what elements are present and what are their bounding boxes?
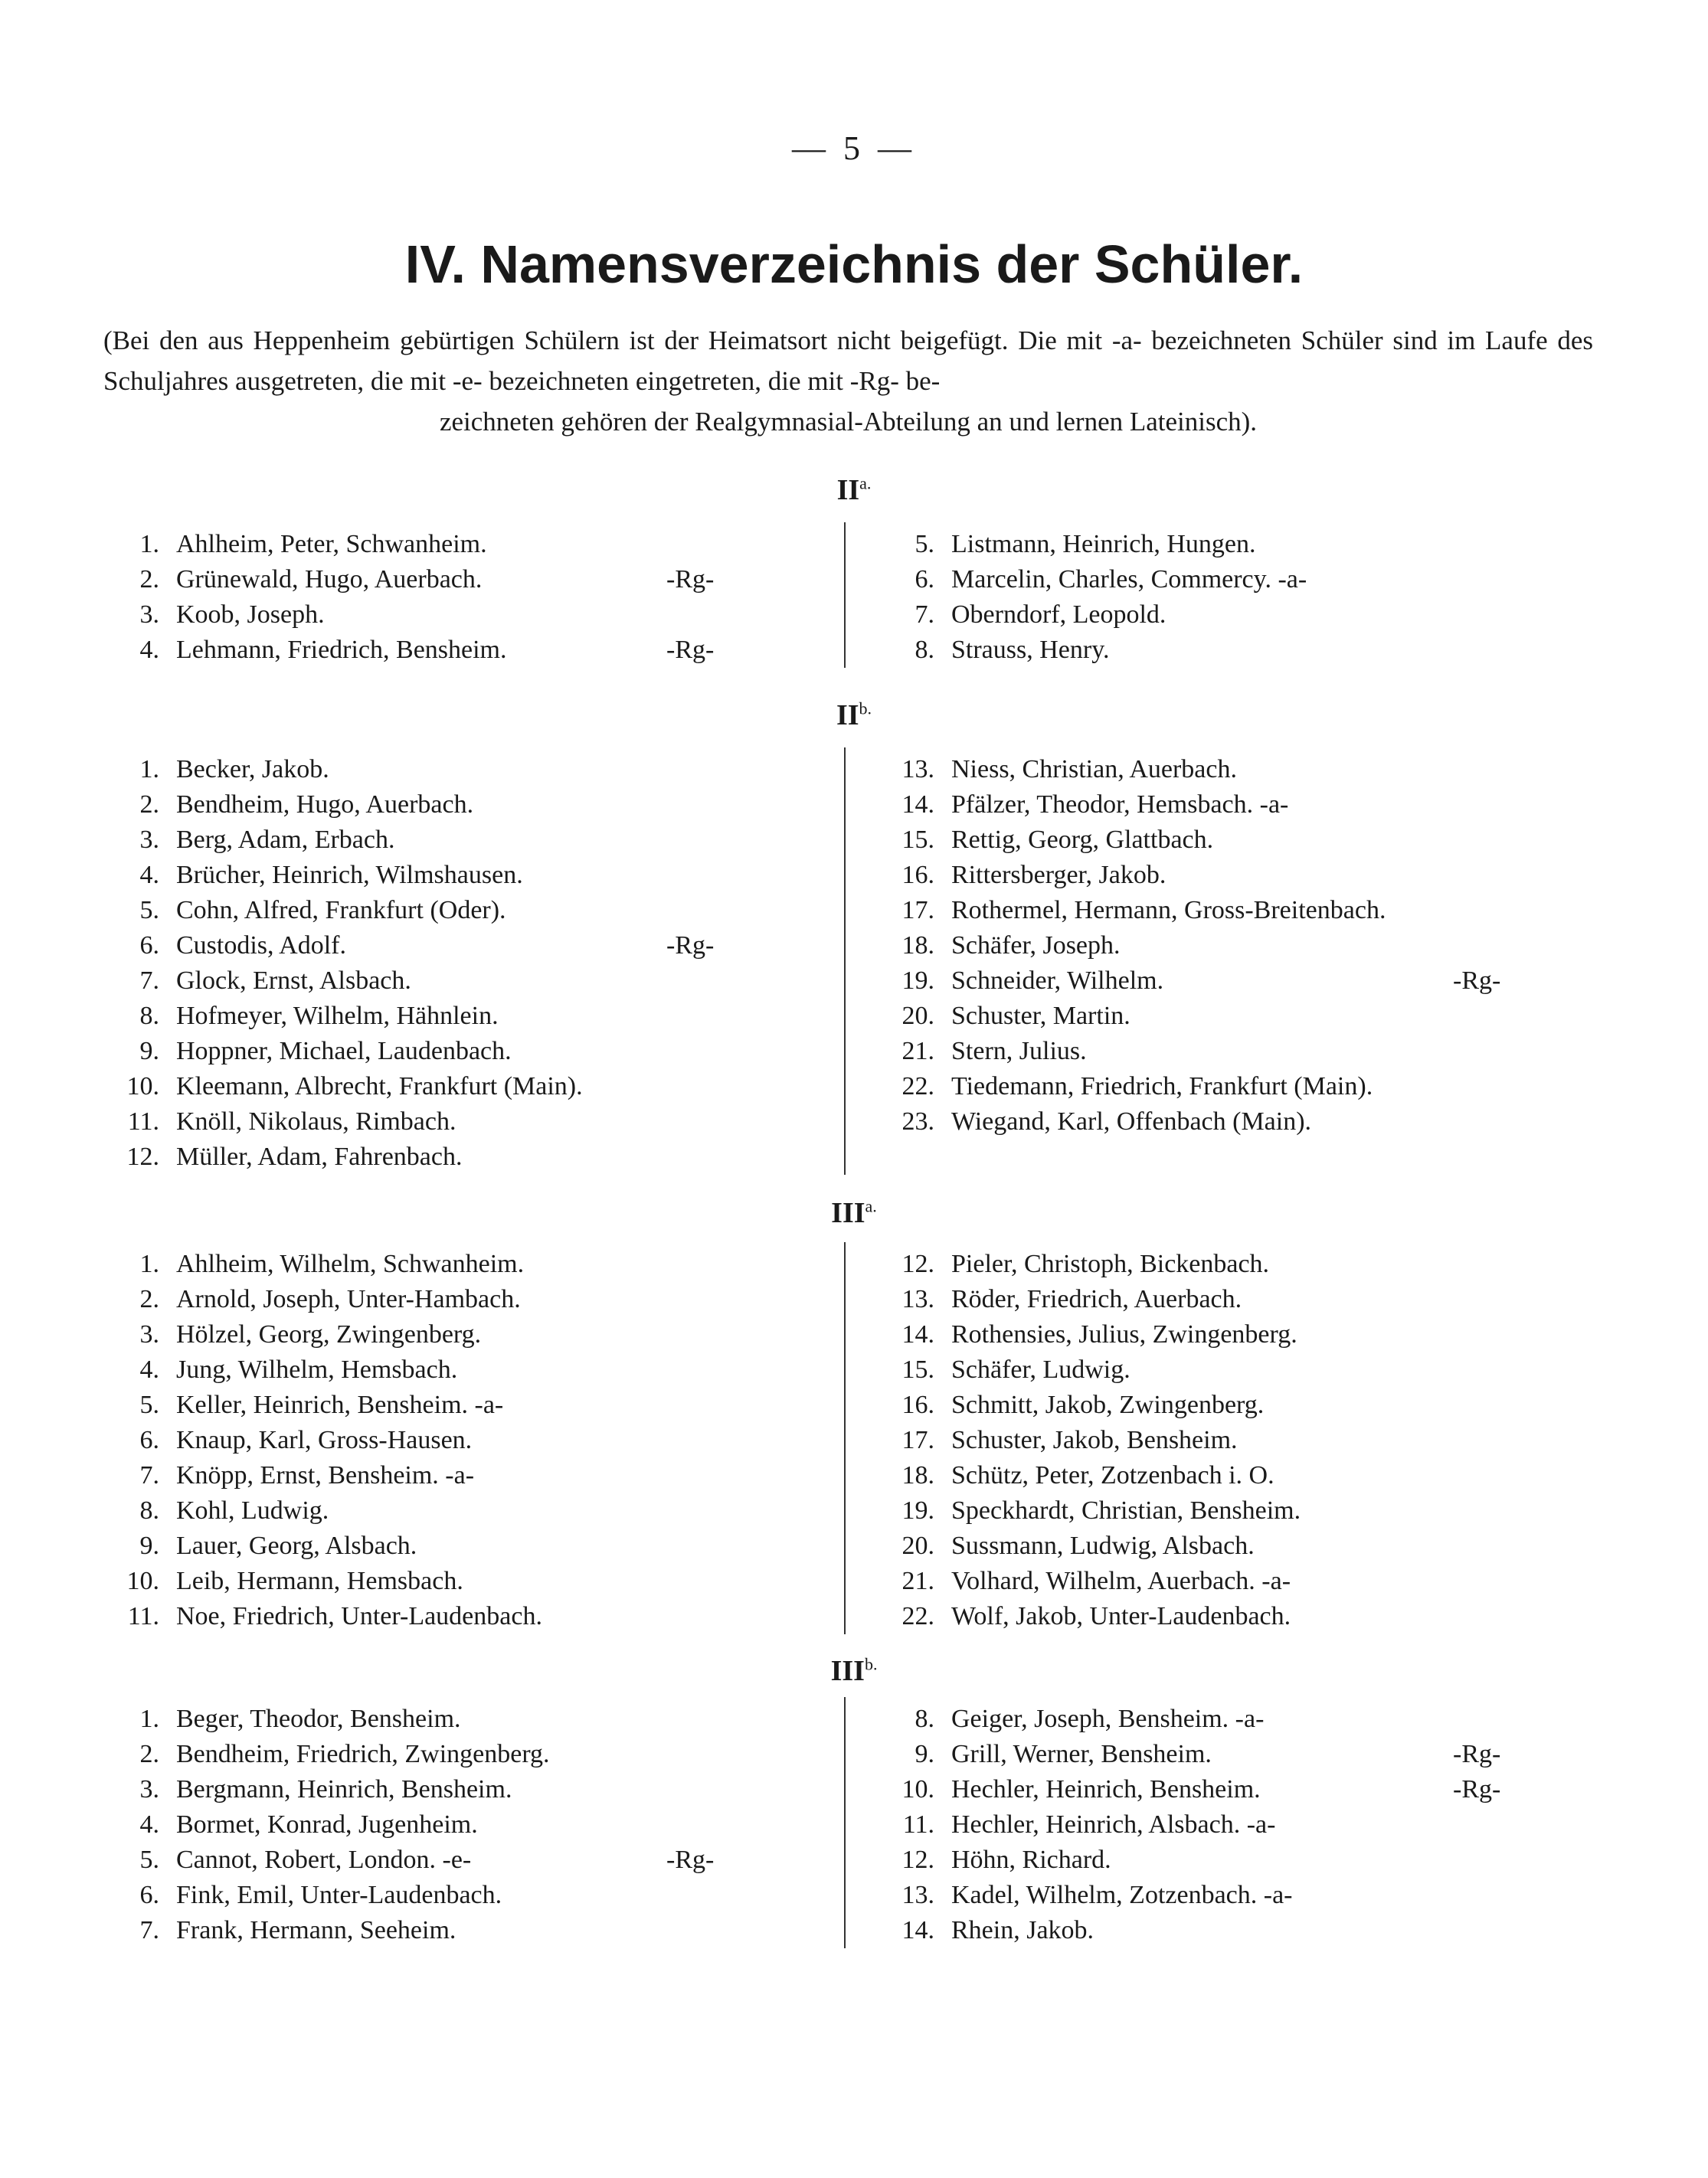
entry-name: Pieler, Christoph, Bickenbach. bbox=[951, 1250, 1270, 1278]
entry-number: 8. bbox=[139, 1002, 159, 1030]
student-entry bbox=[890, 1807, 1595, 1843]
student-entry bbox=[115, 1104, 835, 1140]
entry-name: Cohn, Alfred, Frankfurt (Oder). bbox=[176, 896, 506, 924]
student-entry bbox=[115, 1843, 835, 1878]
entry-name: Cannot, Robert, London. -e- bbox=[176, 1846, 472, 1874]
entry-number: 8. bbox=[139, 1496, 159, 1525]
entry-number: 4. bbox=[139, 636, 159, 664]
entry-name: Tiedemann, Friedrich, Frankfurt (Main). bbox=[951, 1072, 1373, 1100]
student-entry bbox=[115, 1069, 835, 1104]
entry-name: Koob, Joseph. bbox=[176, 600, 325, 629]
entry-name: Marcelin, Charles, Commercy. -a- bbox=[951, 565, 1307, 594]
entry-number: 2. bbox=[139, 790, 159, 819]
entry-number: 9. bbox=[139, 1532, 159, 1560]
entry-mark: -Rg- bbox=[666, 636, 715, 664]
entry-name: Keller, Heinrich, Bensheim. -a- bbox=[176, 1391, 504, 1419]
student-entry bbox=[115, 1564, 835, 1599]
entry-name: Schäfer, Ludwig. bbox=[951, 1356, 1130, 1384]
entry-number: 12. bbox=[901, 1250, 934, 1278]
entry-name: Schäfer, Joseph. bbox=[951, 931, 1121, 960]
student-entry bbox=[115, 1317, 835, 1352]
entry-mark: -Rg- bbox=[666, 1846, 715, 1874]
entry-number: 18. bbox=[901, 931, 934, 960]
entry-name: Berg, Adam, Erbach. bbox=[176, 826, 395, 854]
entry-number: 21. bbox=[901, 1567, 934, 1595]
entry-number: 5. bbox=[139, 896, 159, 924]
entry-number: 21. bbox=[901, 1037, 934, 1065]
entry-number: 11. bbox=[902, 1810, 934, 1839]
student-entry bbox=[890, 787, 1595, 822]
left-column bbox=[115, 527, 835, 668]
student-entry bbox=[890, 1843, 1595, 1878]
entry-name: Listmann, Heinrich, Hungen. bbox=[951, 530, 1256, 558]
page-number: — 5 — bbox=[792, 129, 916, 167]
right-column bbox=[890, 1247, 1595, 1634]
entry-number: 12. bbox=[901, 1846, 934, 1874]
student-entry bbox=[115, 1913, 835, 1948]
student-entry bbox=[115, 1878, 835, 1913]
entry-name: Arnold, Joseph, Unter-Hambach. bbox=[176, 1285, 521, 1313]
student-entry bbox=[115, 1529, 835, 1564]
student-entry bbox=[115, 1599, 835, 1634]
entry-name: Bormet, Konrad, Jugenheim. bbox=[176, 1810, 478, 1839]
entry-number: 9. bbox=[915, 1740, 934, 1768]
right-column bbox=[890, 752, 1595, 1140]
entry-name: Lehmann, Friedrich, Bensheim. bbox=[176, 636, 507, 664]
student-entry bbox=[115, 1247, 835, 1282]
student-entry bbox=[115, 1423, 835, 1458]
entry-name: Grill, Werner, Bensheim. bbox=[951, 1740, 1212, 1768]
student-entry bbox=[890, 858, 1595, 893]
entry-name: Glock, Ernst, Alsbach. bbox=[176, 966, 411, 995]
entry-number: 3. bbox=[139, 1320, 159, 1349]
entry-number: 2. bbox=[139, 565, 159, 594]
student-entry bbox=[890, 999, 1595, 1034]
class-label-suffix: a. bbox=[865, 1196, 877, 1216]
entry-name: Kohl, Ludwig. bbox=[176, 1496, 329, 1525]
entry-name: Müller, Adam, Fahrenbach. bbox=[176, 1143, 463, 1171]
entry-number: 11. bbox=[127, 1602, 159, 1630]
left-column bbox=[115, 1247, 835, 1634]
entry-number: 3. bbox=[139, 600, 159, 629]
entry-number: 22. bbox=[901, 1072, 934, 1100]
entry-name: Geiger, Joseph, Bensheim. -a- bbox=[951, 1705, 1265, 1733]
entry-number: 6. bbox=[915, 565, 934, 594]
student-entry bbox=[115, 1034, 835, 1069]
entry-name: Wiegand, Karl, Offenbach (Main). bbox=[951, 1107, 1312, 1136]
entry-name: Sussmann, Ludwig, Alsbach. bbox=[951, 1532, 1255, 1560]
student-entry bbox=[890, 893, 1595, 928]
entry-name: Jung, Wilhelm, Hemsbach. bbox=[176, 1356, 458, 1384]
student-entry bbox=[115, 963, 835, 999]
class-label-suffix: a. bbox=[859, 473, 872, 493]
class-label bbox=[0, 473, 1708, 507]
entry-name: Knöpp, Ernst, Bensheim. -a- bbox=[176, 1461, 475, 1490]
student-entry bbox=[115, 858, 835, 893]
entry-number: 7. bbox=[139, 1916, 159, 1944]
entry-name: Frank, Hermann, Seeheim. bbox=[176, 1916, 456, 1944]
student-entry bbox=[890, 597, 1595, 633]
entry-name: Kadel, Wilhelm, Zotzenbach. -a- bbox=[951, 1881, 1293, 1909]
entry-name: Custodis, Adolf. bbox=[176, 931, 346, 960]
entry-mark: -Rg- bbox=[666, 565, 715, 594]
entry-number: 10. bbox=[901, 1775, 934, 1804]
class-label-text: III bbox=[831, 1197, 865, 1229]
entry-number: 7. bbox=[139, 966, 159, 995]
entry-number: 15. bbox=[901, 826, 934, 854]
student-entry bbox=[115, 1282, 835, 1317]
student-entry bbox=[890, 1458, 1595, 1493]
student-entry bbox=[115, 822, 835, 858]
student-entry bbox=[890, 1317, 1595, 1352]
entry-name: Schuster, Jakob, Bensheim. bbox=[951, 1426, 1238, 1454]
column-divider bbox=[844, 522, 846, 668]
entry-number: 16. bbox=[901, 861, 934, 889]
entry-name: Pfälzer, Theodor, Hemsbach. -a- bbox=[951, 790, 1289, 819]
student-entry bbox=[890, 1599, 1595, 1634]
student-entry bbox=[890, 1737, 1595, 1772]
entry-name: Hechler, Heinrich, Bensheim. bbox=[951, 1775, 1261, 1804]
entry-name: Schuster, Martin. bbox=[951, 1002, 1130, 1030]
student-entry bbox=[890, 822, 1595, 858]
entry-number: 6. bbox=[139, 931, 159, 960]
entry-number: 1. bbox=[139, 530, 159, 558]
entry-number: 6. bbox=[139, 1426, 159, 1454]
student-entry bbox=[115, 1352, 835, 1388]
entry-number: 1. bbox=[139, 1705, 159, 1733]
entry-name: Höhn, Richard. bbox=[951, 1846, 1111, 1874]
student-entry bbox=[115, 527, 835, 562]
entry-number: 19. bbox=[901, 1496, 934, 1525]
student-entry bbox=[115, 1458, 835, 1493]
student-entry bbox=[115, 1807, 835, 1843]
entry-name: Stern, Julius. bbox=[951, 1037, 1087, 1065]
entry-mark: -Rg- bbox=[1453, 1775, 1501, 1804]
left-column bbox=[115, 1702, 835, 1948]
student-entry bbox=[115, 999, 835, 1034]
entry-number: 5. bbox=[139, 1391, 159, 1419]
student-entry bbox=[890, 1247, 1595, 1282]
student-entry bbox=[890, 633, 1595, 668]
column-divider bbox=[844, 747, 846, 1175]
entry-number: 5. bbox=[139, 1846, 159, 1874]
entry-number: 15. bbox=[901, 1356, 934, 1384]
student-entry bbox=[890, 928, 1595, 963]
entry-number: 4. bbox=[139, 861, 159, 889]
entry-number: 7. bbox=[915, 600, 934, 629]
entry-number: 10. bbox=[126, 1072, 159, 1100]
student-entry bbox=[115, 1140, 835, 1175]
entry-number: 3. bbox=[139, 1775, 159, 1804]
entry-number: 8. bbox=[915, 636, 934, 664]
student-entry bbox=[890, 562, 1595, 597]
entry-number: 6. bbox=[139, 1881, 159, 1909]
student-entry bbox=[890, 963, 1595, 999]
left-column bbox=[115, 752, 835, 1175]
entry-name: Noe, Friedrich, Unter-Laudenbach. bbox=[176, 1602, 542, 1630]
entry-number: 5. bbox=[915, 530, 934, 558]
entry-name: Niess, Christian, Auerbach. bbox=[951, 755, 1237, 783]
student-entry bbox=[890, 1493, 1595, 1529]
student-entry bbox=[890, 1772, 1595, 1807]
entry-number: 13. bbox=[901, 1881, 934, 1909]
entry-mark: -Rg- bbox=[666, 931, 715, 960]
right-column bbox=[890, 1702, 1595, 1948]
entry-name: Knöll, Nikolaus, Rimbach. bbox=[176, 1107, 456, 1136]
entry-number: 23. bbox=[901, 1107, 934, 1136]
student-entry bbox=[890, 1282, 1595, 1317]
student-entry bbox=[890, 1702, 1595, 1737]
entry-name: Schmitt, Jakob, Zwingenberg. bbox=[951, 1391, 1265, 1419]
student-entry bbox=[115, 752, 835, 787]
entry-name: Brücher, Heinrich, Wilmshausen. bbox=[176, 861, 523, 889]
entry-name: Becker, Jakob. bbox=[176, 755, 329, 783]
entry-number: 4. bbox=[139, 1810, 159, 1839]
entry-number: 7. bbox=[139, 1461, 159, 1490]
student-entry bbox=[890, 1104, 1595, 1140]
entry-name: Fink, Emil, Unter-Laudenbach. bbox=[176, 1881, 502, 1909]
entry-number: 2. bbox=[139, 1285, 159, 1313]
entry-name: Bendheim, Friedrich, Zwingenberg. bbox=[176, 1740, 550, 1768]
entry-number: 8. bbox=[915, 1705, 934, 1733]
entry-number: 16. bbox=[901, 1391, 934, 1419]
intro-paragraph bbox=[103, 320, 1593, 442]
student-entry bbox=[115, 928, 835, 963]
class-label-text: III bbox=[830, 1655, 865, 1687]
student-entry bbox=[890, 1913, 1595, 1948]
entry-name: Lauer, Georg, Alsbach. bbox=[176, 1532, 417, 1560]
entry-name: Wolf, Jakob, Unter-Laudenbach. bbox=[951, 1602, 1291, 1630]
student-entry bbox=[115, 597, 835, 633]
entry-number: 9. bbox=[139, 1037, 159, 1065]
entry-name: Ahlheim, Wilhelm, Schwanheim. bbox=[176, 1250, 525, 1278]
entry-number: 4. bbox=[139, 1356, 159, 1384]
entry-name: Hechler, Heinrich, Alsbach. -a- bbox=[951, 1810, 1276, 1839]
column-divider bbox=[844, 1242, 846, 1634]
column-divider bbox=[844, 1697, 846, 1948]
entry-number: 17. bbox=[901, 1426, 934, 1454]
entry-number: 19. bbox=[901, 966, 934, 995]
student-entry bbox=[890, 1069, 1595, 1104]
entry-name: Schneider, Wilhelm. bbox=[951, 966, 1164, 995]
student-entry bbox=[890, 1352, 1595, 1388]
entry-name: Hölzel, Georg, Zwingenberg. bbox=[176, 1320, 482, 1349]
entry-name: Strauss, Henry. bbox=[951, 636, 1110, 664]
entry-number: 22. bbox=[901, 1602, 934, 1630]
entry-mark: -Rg- bbox=[1453, 966, 1501, 995]
entry-mark: -Rg- bbox=[1453, 1740, 1501, 1768]
class-label bbox=[0, 1654, 1708, 1688]
entry-name: Rettig, Georg, Glattbach. bbox=[951, 826, 1214, 854]
student-entry bbox=[115, 1388, 835, 1423]
entry-name: Volhard, Wilhelm, Auerbach. -a- bbox=[951, 1567, 1291, 1595]
intro-line: Schüler sind im Laufe des Schuljahres ausgetreten, die mit -e- bezeichneten eingetreten, die mit -Rg- be- bbox=[103, 325, 1593, 396]
student-entry bbox=[115, 787, 835, 822]
student-entry bbox=[890, 1423, 1595, 1458]
entry-name: Knaup, Karl, Gross-Hausen. bbox=[176, 1426, 473, 1454]
student-entry bbox=[115, 893, 835, 928]
entry-name: Leib, Hermann, Hemsbach. bbox=[176, 1567, 463, 1595]
entry-name: Hofmeyer, Wilhelm, Hähnlein. bbox=[176, 1002, 499, 1030]
entry-name: Grünewald, Hugo, Auerbach. bbox=[176, 565, 483, 594]
student-entry bbox=[115, 1772, 835, 1807]
entry-number: 12. bbox=[126, 1143, 159, 1171]
student-entry bbox=[115, 1493, 835, 1529]
student-entry bbox=[890, 1034, 1595, 1069]
entry-number: 14. bbox=[901, 790, 934, 819]
student-entry bbox=[115, 562, 835, 597]
entry-name: Rhein, Jakob. bbox=[951, 1916, 1094, 1944]
entry-number: 2. bbox=[139, 1740, 159, 1768]
entry-number: 18. bbox=[901, 1461, 934, 1490]
entry-number: 20. bbox=[901, 1532, 934, 1560]
entry-name: Beger, Theodor, Bensheim. bbox=[176, 1705, 461, 1733]
entry-number: 3. bbox=[139, 826, 159, 854]
student-entry bbox=[115, 633, 835, 668]
entry-number: 13. bbox=[901, 1285, 934, 1313]
class-label-text: II bbox=[836, 474, 860, 506]
class-label-suffix: b. bbox=[864, 1654, 878, 1674]
entry-name: Oberndorf, Leopold. bbox=[951, 600, 1166, 629]
class-label-text: II bbox=[836, 699, 859, 731]
class-label bbox=[0, 1196, 1708, 1230]
student-entry bbox=[890, 752, 1595, 787]
entry-name: Kleemann, Albrecht, Frankfurt (Main). bbox=[176, 1072, 583, 1100]
page-title: IV. Namensverzeichnis der Schüler. bbox=[404, 234, 1304, 294]
entry-number: 14. bbox=[901, 1320, 934, 1349]
entry-name: Speckhardt, Christian, Bensheim. bbox=[951, 1496, 1301, 1525]
entry-name: Röder, Friedrich, Auerbach. bbox=[951, 1285, 1242, 1313]
entry-number: 20. bbox=[901, 1002, 934, 1030]
entry-name: Hoppner, Michael, Laudenbach. bbox=[176, 1037, 512, 1065]
entry-number: 10. bbox=[126, 1567, 159, 1595]
student-entry bbox=[115, 1702, 835, 1737]
entry-number: 13. bbox=[901, 755, 934, 783]
student-entry bbox=[890, 1388, 1595, 1423]
entry-number: 1. bbox=[139, 1250, 159, 1278]
student-entry bbox=[115, 1737, 835, 1772]
entry-name: Bendheim, Hugo, Auerbach. bbox=[176, 790, 474, 819]
entry-number: 14. bbox=[901, 1916, 934, 1944]
entry-name: Rothermel, Hermann, Gross-Breitenbach. bbox=[951, 896, 1386, 924]
entry-number: 17. bbox=[901, 896, 934, 924]
class-label bbox=[0, 698, 1708, 732]
entry-name: Ahlheim, Peter, Schwanheim. bbox=[176, 530, 487, 558]
student-entry bbox=[890, 1878, 1595, 1913]
entry-name: Schütz, Peter, Zotzenbach i. O. bbox=[951, 1461, 1274, 1490]
class-label-suffix: b. bbox=[859, 698, 872, 718]
entry-name: Rittersberger, Jakob. bbox=[951, 861, 1166, 889]
intro-line: zeichneten gehören der Realgymnasial-Abteilung an und lernen Lateinisch). bbox=[439, 407, 1258, 437]
student-entry bbox=[890, 1564, 1595, 1599]
intro-line: (Bei den aus Heppenheim gebürtigen Schülern ist der Heimatsort nicht beigefügt. Die mit -a- bezeichneten bbox=[103, 325, 1292, 355]
right-column bbox=[890, 527, 1595, 668]
entry-number: 1. bbox=[139, 755, 159, 783]
student-entry bbox=[890, 1529, 1595, 1564]
entry-name: Bergmann, Heinrich, Bensheim. bbox=[176, 1775, 512, 1804]
student-entry bbox=[890, 527, 1595, 562]
entry-name: Rothensies, Julius, Zwingenberg. bbox=[951, 1320, 1297, 1349]
entry-number: 11. bbox=[127, 1107, 159, 1136]
